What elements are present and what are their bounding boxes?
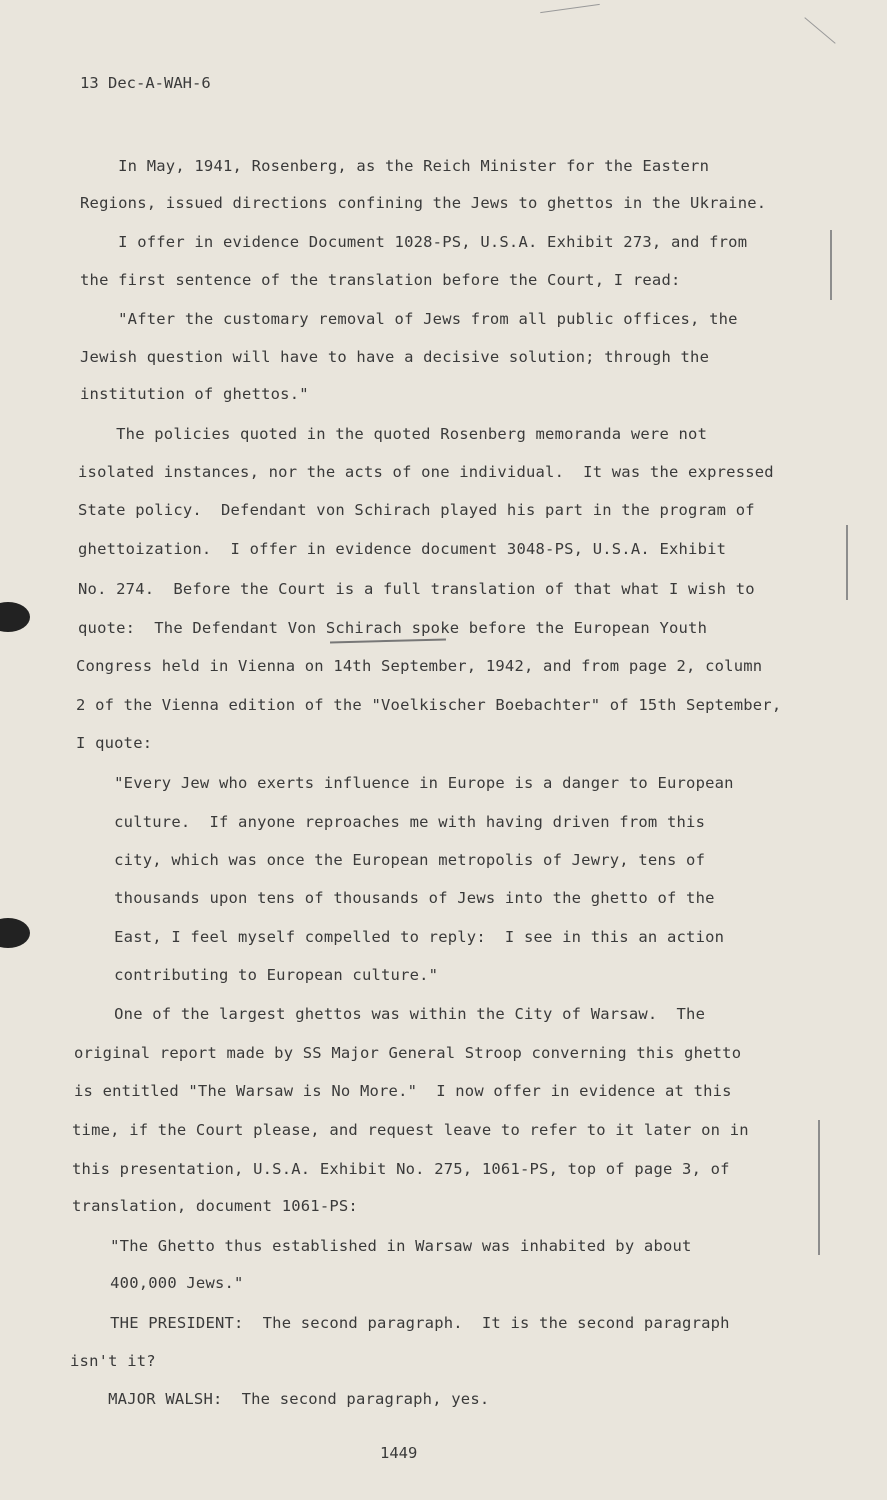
text-line: MAJOR WALSH: The second paragraph, yes.	[70, 1390, 490, 1408]
corner-mark	[804, 17, 835, 43]
text-line: 2 of the Vienna edition of the "Voelkischer Boebachter" of 15th September,	[76, 696, 782, 714]
text-line: isolated instances, nor the acts of one individual. It was the expressed	[78, 463, 774, 481]
text-line: I quote:	[76, 734, 153, 752]
text-line: I offer in evidence Document 1028-PS, U.S.A. Exhibit 273, and from	[80, 233, 748, 251]
text-line: city, which was once the European metropolis of Jewry, tens of	[76, 851, 706, 869]
text-line: original report made by SS Major General Stroop converning this ghetto	[74, 1044, 742, 1062]
text-line: 400,000 Jews."	[72, 1274, 244, 1292]
text-line: State policy. Defendant von Schirach played his part in the program of	[78, 501, 755, 519]
text-line: THE PRESIDENT: The second paragraph. It is the second paragraph	[72, 1314, 730, 1332]
text-line: The policies quoted in the quoted Rosenberg memoranda were not	[78, 425, 708, 443]
text-line: "After the customary removal of Jews from all public offices, the	[80, 310, 738, 328]
text-line: No. 274. Before the Court is a full translation of that what I wish to	[78, 580, 755, 598]
margin-mark	[818, 1120, 820, 1255]
text-line: "Every Jew who exerts influence in Europe is a danger to European	[76, 774, 734, 792]
punch-hole	[0, 602, 30, 632]
text-line: thousands upon tens of thousands of Jews into the ghetto of the	[76, 889, 715, 907]
text-line: contributing to European culture."	[76, 966, 439, 984]
text-line: translation, document 1061-PS:	[72, 1197, 358, 1215]
text-line: ghettoization. I offer in evidence document 3048-PS, U.S.A. Exhibit	[78, 540, 727, 558]
text-line: institution of ghettos."	[80, 385, 309, 403]
text-line: culture. If anyone reproaches me with having driven from this	[76, 813, 706, 831]
text-line: East, I feel myself compelled to reply: I see in this an action	[76, 928, 725, 946]
text-line: Jewish question will have to have a decisive solution; through the	[80, 348, 710, 366]
text-line: this presentation, U.S.A. Exhibit No. 275, 1061-PS, top of page 3, of	[72, 1160, 730, 1178]
punch-hole	[0, 918, 30, 948]
text-line: quote: The Defendant Von Schirach spoke before the European Youth	[78, 619, 708, 637]
text-line: Congress held in Vienna on 14th September, 1942, and from page 2, column	[76, 657, 763, 675]
margin-mark	[830, 230, 832, 300]
page-number: 1449	[380, 1444, 418, 1462]
text-line: isn't it?	[70, 1352, 156, 1370]
text-line: time, if the Court please, and request leave to refer to it later on in	[72, 1121, 749, 1139]
text-line: the first sentence of the translation before the Court, I read:	[80, 271, 681, 289]
margin-mark	[846, 525, 848, 600]
text-line: One of the largest ghettos was within the City of Warsaw. The	[76, 1005, 706, 1023]
corner-mark	[540, 4, 600, 13]
text-line: "The Ghetto thus established in Warsaw was inhabited by about	[72, 1237, 692, 1255]
document-header: 13 Dec-A-WAH-6	[80, 74, 211, 92]
text-line: is entitled "The Warsaw is No More." I now offer in evidence at this	[74, 1082, 732, 1100]
handwritten-underline	[330, 638, 446, 643]
text-line: Regions, issued directions confining the Jews to ghettos in the Ukraine.	[80, 194, 767, 212]
text-line: In May, 1941, Rosenberg, as the Reich Minister for the Eastern	[80, 157, 710, 175]
